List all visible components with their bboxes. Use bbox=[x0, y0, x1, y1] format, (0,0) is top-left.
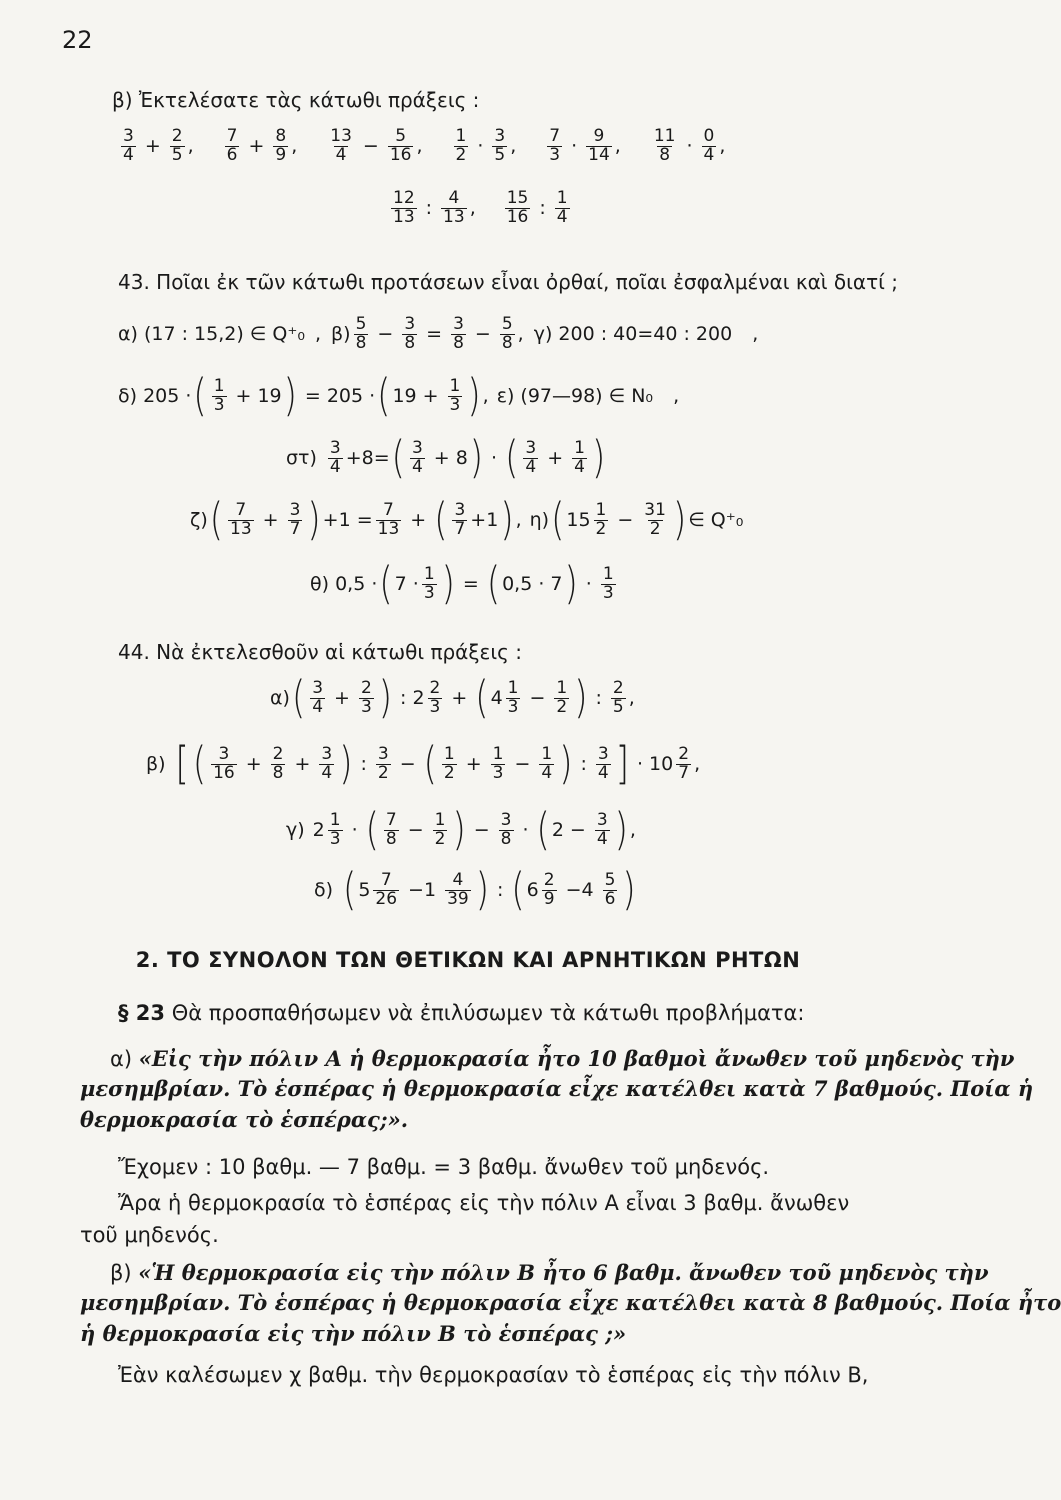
exercise-43-row-st: στ) $\frac{3}{4}$ +8= ( $\frac{3}{4}$ + 8 ) · ( $\frac{3}{4}$ + $\frac{1}{4}$ ) bbox=[286, 432, 606, 485]
problem-a-line2: μεσημβρίαν. Τὸ ἑσπέρας ἡ θερμοκρασία εἶχε κατέλθει κατὰ 7 βαθμούς. Ποία ἡ bbox=[80, 1076, 1034, 1102]
exercise-b-row1: $\frac{3}{4}$ + $\frac{2}{5}$ , $\frac{7}{6}$ + $\frac{8}{9}$ , $\frac{13}{4}$ − $\frac{5}{16}$ , $\frac{1}{2}$ · $\frac{3}{5}$ , $\frac{7}{3}$ · $\frac{9}{14}$ , $\frac{11}{8}$ · $\frac{0}{4}$ , bbox=[123, 126, 726, 165]
exercise-44-g: γ) 2 $\frac{1}{3}$ · ( $\frac{7}{8}$ − $\frac{1}{2}$ ) − $\frac{3}{8}$ · ( 2 − $\frac{3}{4}$ ) , bbox=[286, 804, 636, 857]
ex43-st-label: στ) bbox=[286, 447, 317, 470]
section-title: 2. ΤΟ ΣΥΝΟΛΟΝ ΤΩΝ ΘΕΤΙΚΩΝ ΚΑΙ ΑΡΝΗΤΙΚΩΝ ΡΗΤΩΝ bbox=[135, 948, 801, 972]
ara-line2: τοῦ μηδενός. bbox=[80, 1223, 219, 1247]
ex43-z-label: ζ) bbox=[190, 509, 208, 532]
exercise-43-row-a: α) (17 : 15,2) ∈ Q⁺₀ , β) $\frac{5}{8}$ − $\frac{3}{8}$ = $\frac{3}{8}$ − $\frac{5}{8}$ , γ) 200 : 40=40 : 200 , bbox=[118, 314, 759, 353]
ex44-b-label: β) bbox=[146, 753, 166, 776]
page-number: 22 bbox=[62, 26, 93, 54]
problem-b-label: β) bbox=[110, 1261, 132, 1285]
exercise-43-title: 43. Ποῖαι ἐκ τῶν κάτωθι προτάσεων εἶναι ὀρθαί, ποῖαι ἐσφαλμέναι καὶ διατί ; bbox=[118, 270, 899, 294]
ex43-h-label: η) bbox=[529, 509, 550, 532]
problem-a-line3: θερμοκρασία τὸ ἑσπέρας;». bbox=[80, 1106, 409, 1132]
ara-line1: Ἄρα ἡ θερμοκρασία τὸ ἑσπέρας εἰς τὴν πόλιν Α εἶναι 3 βαθμ. ἄνωθεν bbox=[118, 1191, 850, 1215]
problem-a bbox=[80, 1044, 1034, 1135]
problem-a-line1: «Εἰς τὴν πόλιν Α ἡ θερμοκρασία ἦτο 10 βαθμοὶ ἄνωθεν τοῦ μηδενὸς τὴν bbox=[138, 1046, 1015, 1071]
exercise-44-title: 44. Νὰ ἐκτελεσθοῦν αἱ κάτωθι πράξεις : bbox=[118, 640, 522, 664]
ex44-a-label: α) bbox=[270, 687, 290, 710]
exercise-b-row2: $\frac{12}{13}$ : $\frac{4}{13}$ , $\frac{15}{16}$ : $\frac{1}{4}$ bbox=[393, 188, 568, 227]
exercise-44-a: α) ( $\frac{3}{4}$ + $\frac{2}{3}$ ) : 2 $\frac{2}{3}$ + ( 4 $\frac{1}{3}$ − $\frac{1}{2}$ ) : $\frac{2}{5}$ , bbox=[270, 672, 635, 725]
problem-a-label: α) bbox=[110, 1047, 133, 1071]
problem-b-line1: «Ἡ θερμοκρασία εἰς τὴν πόλιν Β ἦτο 6 βαθμ. ἄνωθεν τοῦ μηδενὸς τὴν bbox=[138, 1260, 989, 1285]
ex44-d-label: δ) bbox=[314, 879, 334, 902]
exercise-43-row-z: ζ) ( $\frac{7}{13}$ + $\frac{3}{7}$ ) +1 = $\frac{7}{13}$ + ( $\frac{3}{7}$ +1 ) , η) ( 15 $\frac{1}{2}$ − $\frac{31}{2}$ ) ∈ Q⁺₀ bbox=[190, 494, 744, 547]
ex43-d-label: δ) 205 · bbox=[118, 385, 192, 408]
ex43-a: α) (17 : 15,2) ∈ Q⁺₀ bbox=[118, 323, 305, 346]
exercise-43-row-d: δ) 205 · ( $\frac{1}{3}$ + 19 ) = 205 · ( 19 + $\frac{1}{3}$ ) , ε) (97—98) ∈ N₀ , bbox=[118, 370, 680, 423]
problem-b-line2: μεσημβρίαν. Τὸ ἑσπέρας ἡ θερμοκρασία εἶχε κατέλθει κατὰ 8 βαθμούς. Ποία ἦτο bbox=[80, 1290, 1061, 1316]
ex43-b-label: β) bbox=[331, 323, 351, 346]
ex43-g: γ) 200 : 40=40 : 200 bbox=[533, 323, 733, 346]
ex43-e: ε) (97—98) ∈ N₀ bbox=[496, 385, 654, 408]
problem-b bbox=[80, 1258, 1061, 1349]
paragraph-23-text: Θὰ προσπαθήσωμεν νὰ ἐπιλύσωμεν τὰ κάτωθι προβλήματα: bbox=[171, 1001, 805, 1025]
exercise-44-d: δ) ( 5 $\frac{7}{26}$ −1 $\frac{4}{39}$ ) : ( 6 $\frac{2}{9}$ −4 $\frac{5}{6}$ ) bbox=[314, 864, 636, 917]
exercise-43-row-th: θ) 0,5 · ( 7 · $\frac{1}{3}$ ) = ( 0,5 · 7 ) · $\frac{1}{3}$ bbox=[310, 558, 614, 611]
paragraph-23-number: § 23 bbox=[118, 1001, 166, 1025]
last-line: Ἐὰν καλέσωμεν χ βαθμ. τὴν θερμοκρασίαν τὸ ἑσπέρας εἰς τὴν πόλιν Β, bbox=[118, 1363, 869, 1387]
ex43-th-label: θ) 0,5 · bbox=[310, 573, 378, 596]
exercise-b-intro: β) Ἐκτελέσατε τὰς κάτωθι πράξεις : bbox=[112, 88, 480, 112]
paragraph-23 bbox=[118, 998, 804, 1028]
exercise-44-b: β) [ ( $\frac{3}{16}$ + $\frac{2}{8}$ + $\frac{3}{4}$ ) : $\frac{3}{2}$ − ( $\frac{1}{2}$ + $\frac{1}{3}$ − $\frac{1}{4}$ ) : $\frac{3}{4}$ ] · 10 $\frac{2}{7}$ , bbox=[146, 738, 701, 791]
ex44-g-label: γ) bbox=[286, 819, 305, 842]
problem-b-line3: ἡ θερμοκρασία εἰς τὴν πόλιν Β τὸ ἑσπέρας ;» bbox=[80, 1320, 627, 1346]
have-line: Ἔχομεν : 10 βαθμ. — 7 βαθμ. = 3 βαθμ. ἄνωθεν τοῦ μηδενός. bbox=[118, 1155, 770, 1179]
